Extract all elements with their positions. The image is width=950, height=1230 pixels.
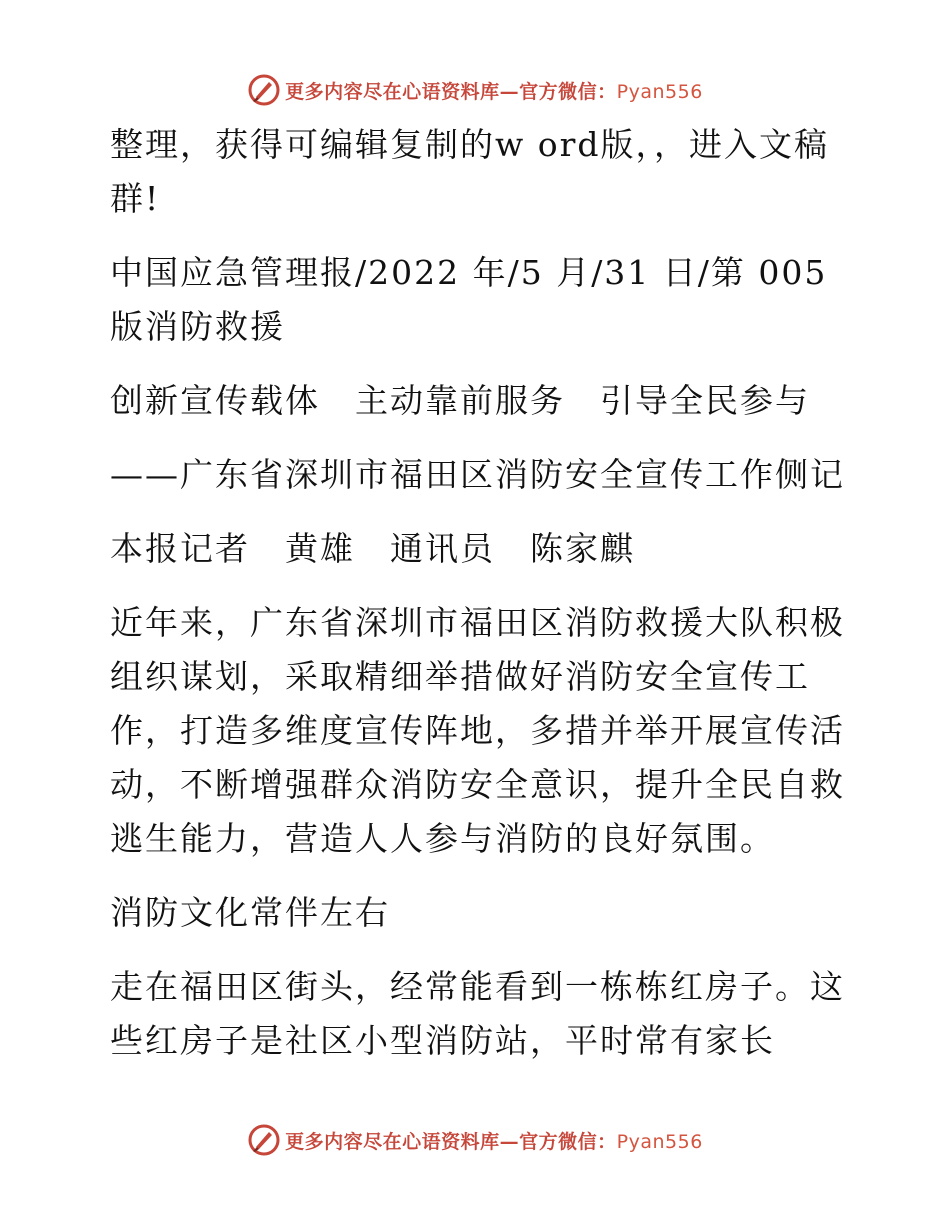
subheadline: ——广东省深圳市福田区消防安全宣传工作侧记 [110, 455, 845, 494]
document-body [98, 118, 858, 1088]
section-heading: 消防文化常伴左右 [110, 893, 390, 932]
footer-watermark-banner [0, 1120, 950, 1160]
source-line: 中国应急管理报/2022 年/5 月/31 日/第 005 版消防救援 [110, 253, 840, 346]
watermark-text: 更多内容尽在心语资料库—官方微信：Pyan556 [285, 80, 703, 103]
brush-logo-icon [247, 1123, 281, 1157]
headline: 创新宣传载体 主动靠前服务 引导全民参与 [110, 381, 810, 420]
brush-logo-icon [247, 73, 281, 107]
body-paragraph: 走在福田区街头，经常能看到一栋栋红房子。这些红房子是社区小型消防站，平时常有家长 [110, 967, 845, 1060]
byline: 本报记者 黄雄 通讯员 陈家麒 [110, 529, 635, 568]
lead-paragraph: 近年来，广东省深圳市福田区消防救援大队积极组织谋划，采取精细举措做好消防安全宣传工作，打造多维度宣传阵地，多措并举开展宣传活动，不断增强群众消防安全意识，提升全民自救逃生能力，营造人人参与消防的良好氛围。 [110, 603, 845, 858]
watermark-text: 更多内容尽在心语资料库—官方微信：Pyan556 [285, 1130, 703, 1153]
intro-paragraph: 整理，获得可编辑复制的w ord版，，进入文稿群! [110, 125, 830, 218]
header-watermark-banner [0, 70, 950, 110]
